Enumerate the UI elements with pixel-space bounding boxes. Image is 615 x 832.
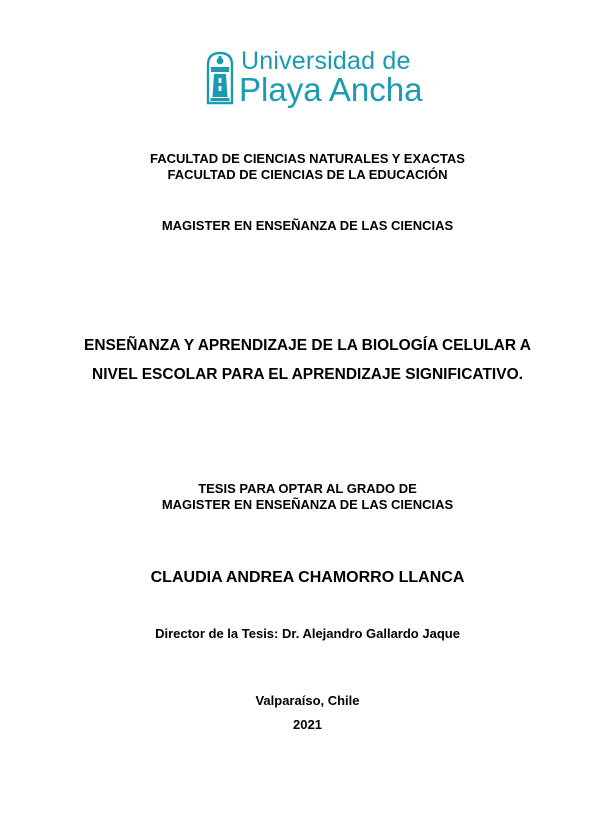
logo-text-university: Universidad de xyxy=(241,47,411,75)
faculty-line-1: FACULTAD DE CIENCIAS NATURALES Y EXACTAS xyxy=(150,151,465,166)
year: 2021 xyxy=(293,717,322,732)
place: Valparaíso, Chile xyxy=(255,693,360,708)
degree-line-1: TESIS PARA OPTAR AL GRADO DE xyxy=(198,481,417,496)
thesis-title-line-2: NIVEL ESCOLAR PARA EL APRENDIZAJE SIGNIFICATIVO. xyxy=(92,366,523,383)
logo-text-playa-ancha: Playa Ancha xyxy=(239,71,423,108)
university-logo xyxy=(205,47,425,111)
program-name: MAGISTER EN ENSEÑANZA DE LAS CIENCIAS xyxy=(161,218,454,233)
faculty-line-2: FACULTAD DE CIENCIAS DE LA EDUCACIÓN xyxy=(167,167,448,182)
lighthouse-icon xyxy=(205,51,235,105)
author-name: CLAUDIA ANDREA CHAMORRO LLANCA xyxy=(150,569,465,586)
degree-line-2: MAGISTER EN ENSEÑANZA DE LAS CIENCIAS xyxy=(161,497,454,512)
thesis-title-line-1: ENSEÑANZA Y APRENDIZAJE DE LA BIOLOGÍA CELULAR A xyxy=(84,337,531,354)
thesis-director: Director de la Tesis: Dr. Alejandro Gallardo Jaque xyxy=(155,626,460,641)
